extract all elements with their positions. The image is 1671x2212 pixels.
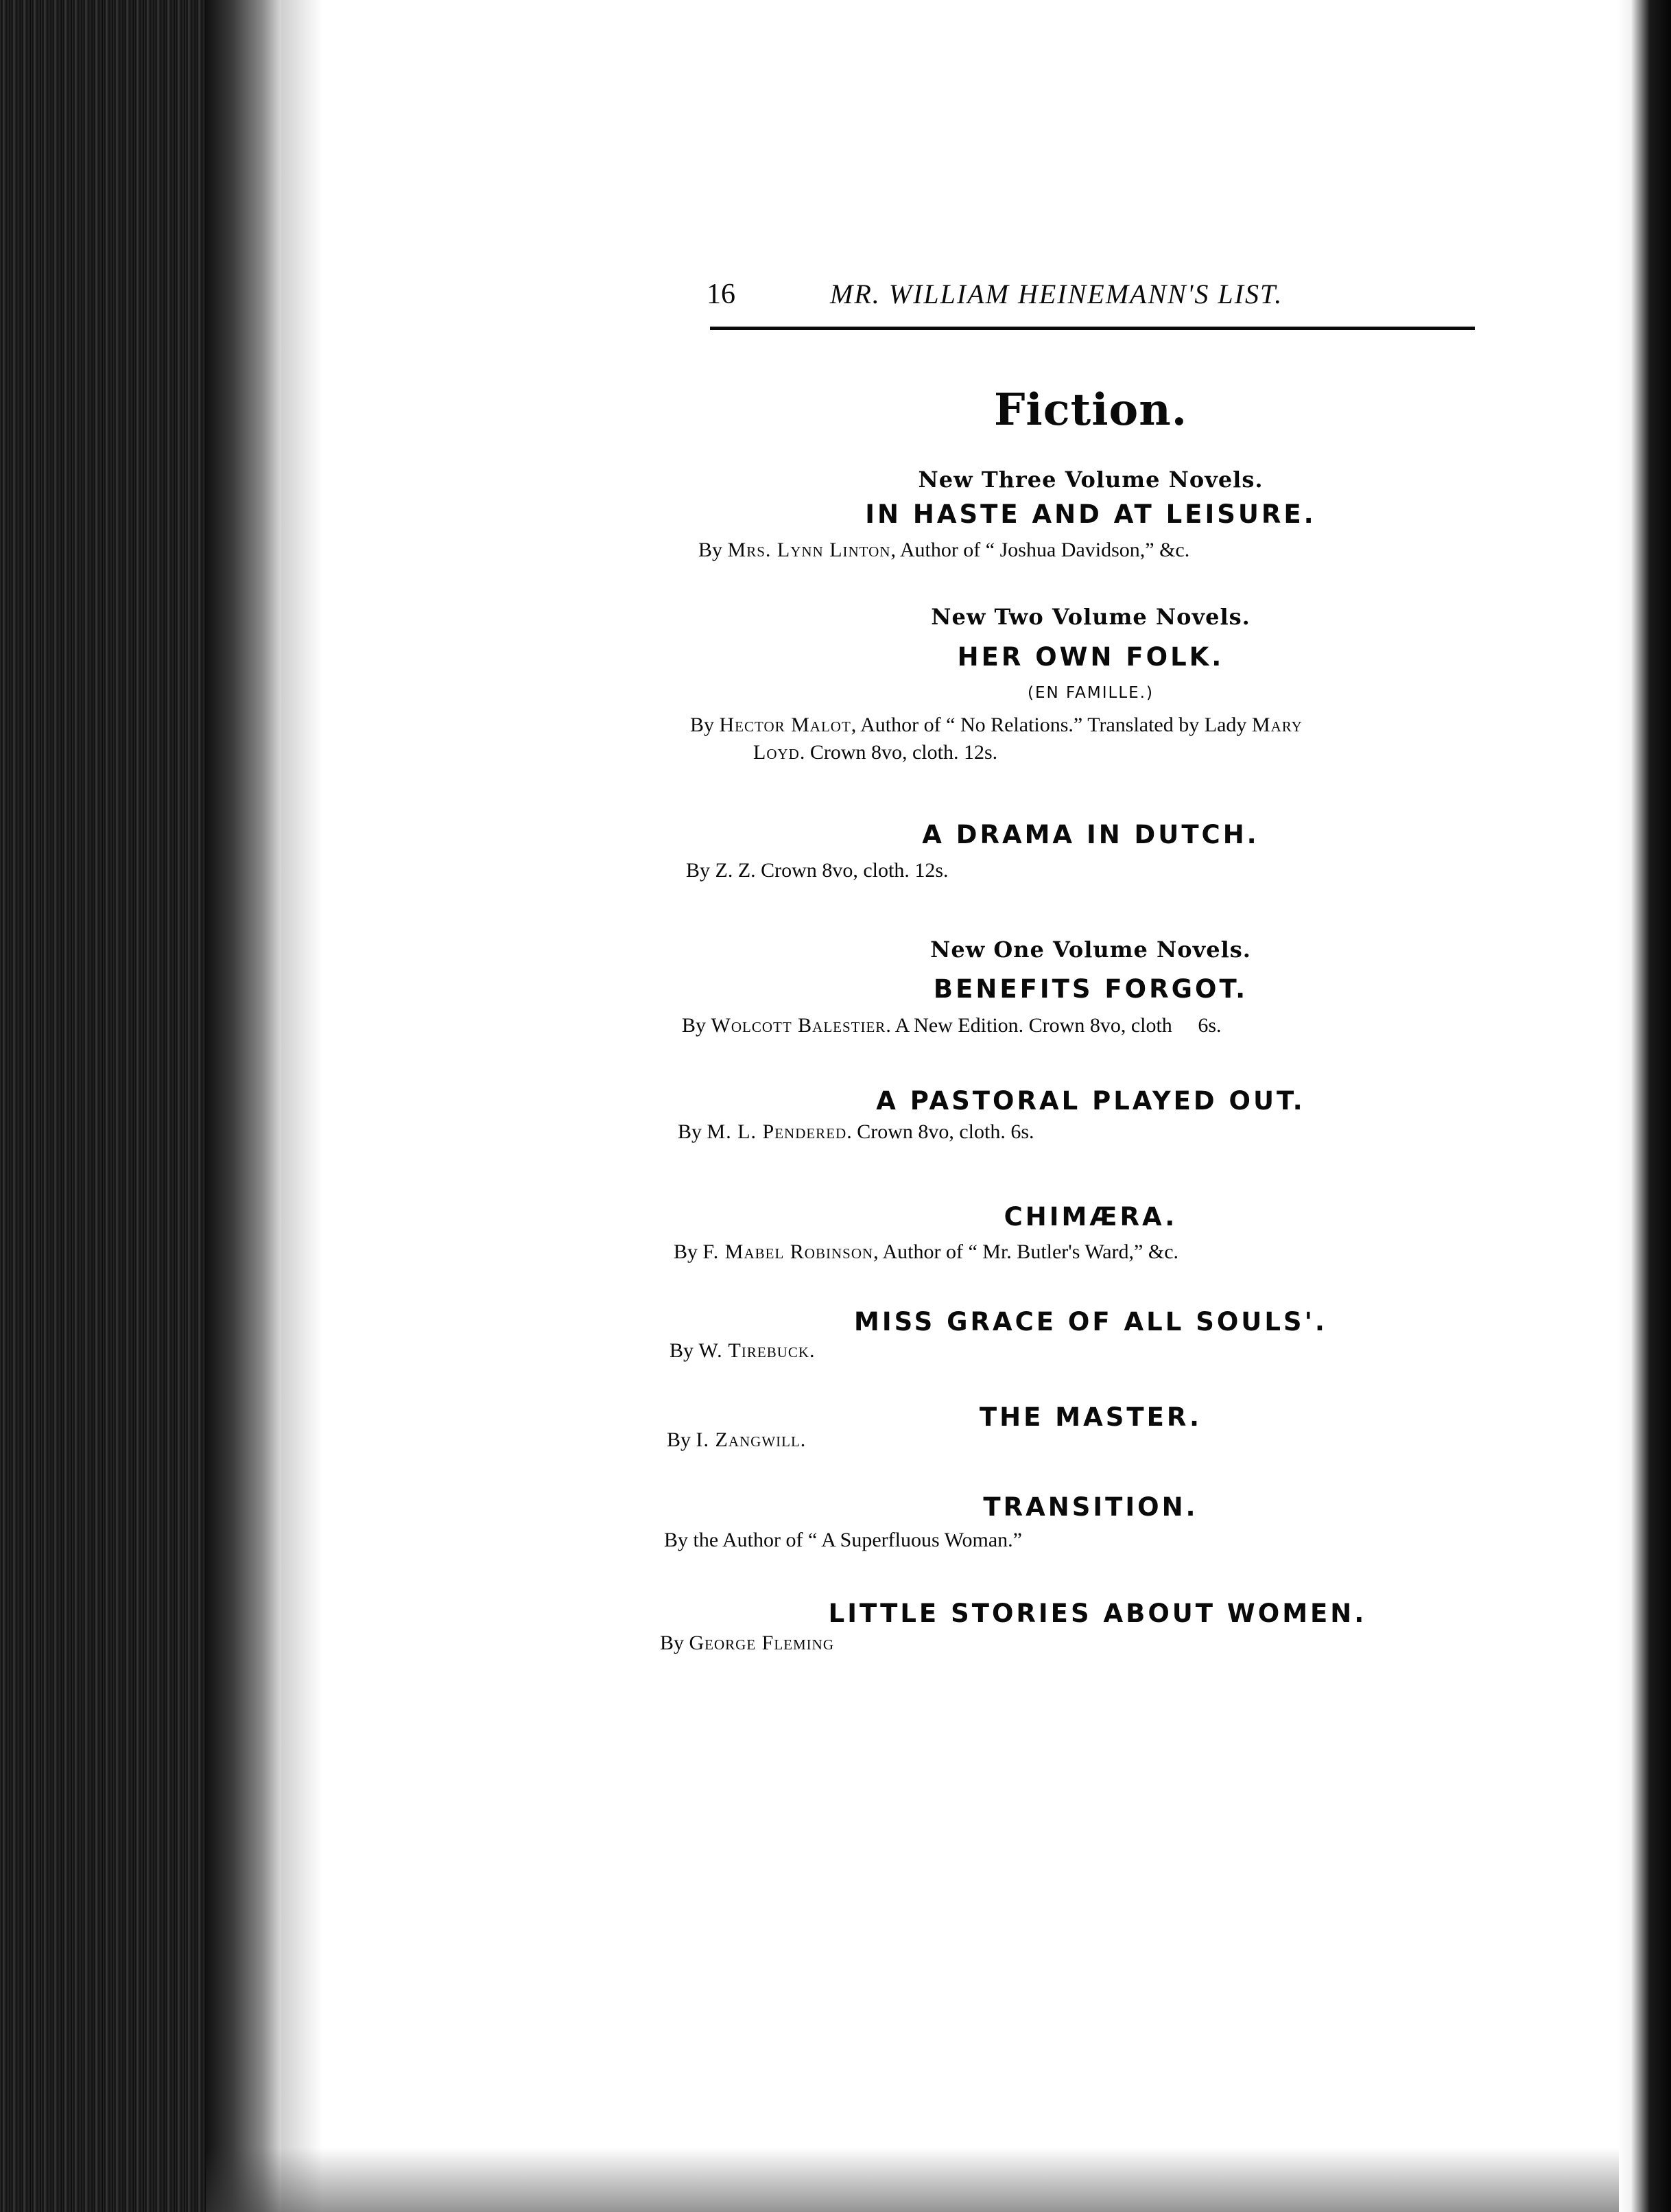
category-heading: New One Volume Novels. (930, 937, 1251, 963)
book-details: . Crown 8vo, cloth. 6s. (846, 1120, 1034, 1143)
section-title: Fiction. (993, 384, 1188, 436)
book-byline (698, 539, 1189, 562)
author-name: Mrs. Lynn Linton (727, 539, 891, 561)
book-subtitle: (EN FAMILLE.) (1028, 684, 1154, 702)
book-title: TRANSITION. (983, 1492, 1198, 1522)
book-byline (678, 1120, 1034, 1144)
book-details: . A New Edition. Crown 8vo, cloth (886, 1014, 1172, 1037)
book-title: IN HASTE AND AT LEISURE. (865, 499, 1316, 529)
book-details: . (800, 1428, 806, 1451)
page-gutter-shadow (281, 0, 322, 2212)
translator-name: Loyd (753, 741, 800, 764)
page-number: 16 (707, 279, 735, 310)
book-byline (664, 1529, 1022, 1552)
byline-by: By (678, 1120, 702, 1143)
author-name: M. L. Pendered (707, 1120, 847, 1143)
book-title: THE MASTER. (979, 1402, 1202, 1432)
book-details: , Author of “ Joshua Davidson,” &c. (890, 539, 1190, 561)
book-title: BENEFITS FORGOT. (933, 974, 1248, 1004)
author-name: Hector Malot (719, 714, 851, 736)
book-byline (660, 1632, 834, 1655)
byline-by: By (682, 1014, 707, 1037)
book-details: Crown 8vo, cloth. 12s. (755, 859, 949, 882)
byline-by: By Z. Z. (686, 859, 756, 882)
author-name: Wolcott Balestier (711, 1014, 886, 1037)
book-title: MISS GRACE OF ALL SOULS'. (854, 1307, 1327, 1337)
book-details: , Author of “ Mr. Butler's Ward,” &c. (873, 1240, 1179, 1263)
page-right-edge (1617, 0, 1671, 2212)
running-title: MR. WILLIAM HEINEMANN'S LIST. (830, 279, 1283, 309)
book-title: A DRAMA IN DUTCH. (922, 820, 1259, 849)
page-header (707, 278, 1358, 326)
book-details: , Author of “ No Relations.” Translated by Lady (851, 714, 1247, 736)
byline-by: By (690, 714, 715, 736)
category-heading: New Two Volume Novels. (931, 604, 1251, 630)
book-details: . Crown 8vo, cloth. 12s. (799, 741, 998, 764)
category-heading: New Three Volume Novels. (918, 467, 1264, 493)
book-byline (686, 859, 949, 882)
book-title: HER OWN FOLK. (957, 642, 1224, 672)
book-byline (682, 1014, 1222, 1037)
page-bottom-shadow (206, 2148, 1619, 2212)
book-price: 6s. (1198, 1014, 1222, 1037)
author-name: I. Zangwill (696, 1428, 801, 1451)
book-byline-continued (753, 741, 997, 764)
book-byline (669, 1339, 815, 1363)
author-name: George Fleming (689, 1632, 835, 1654)
book-gutter (206, 0, 281, 2212)
book-byline (690, 714, 1303, 737)
book-byline (667, 1428, 805, 1452)
author-name: F. Mabel Robinson (702, 1240, 874, 1263)
book-title: A PASTORAL PLAYED OUT. (876, 1086, 1305, 1116)
author-name: W. Tirebuck (698, 1339, 810, 1362)
book-details: By the Author of “ A Superfluous Woman.” (664, 1529, 1022, 1551)
book-title: LITTLE STORIES ABOUT WOMEN. (828, 1599, 1367, 1628)
byline-by: By (660, 1632, 685, 1654)
translator-name: Mary (1251, 714, 1303, 736)
book-details: . (809, 1339, 815, 1362)
header-rule (710, 327, 1475, 330)
byline-by: By (669, 1339, 694, 1362)
book-title: CHIMÆRA. (1004, 1202, 1178, 1232)
byline-by: By (674, 1240, 698, 1263)
byline-by: By (667, 1428, 691, 1451)
byline-by: By (698, 539, 723, 561)
book-byline (674, 1240, 1178, 1264)
